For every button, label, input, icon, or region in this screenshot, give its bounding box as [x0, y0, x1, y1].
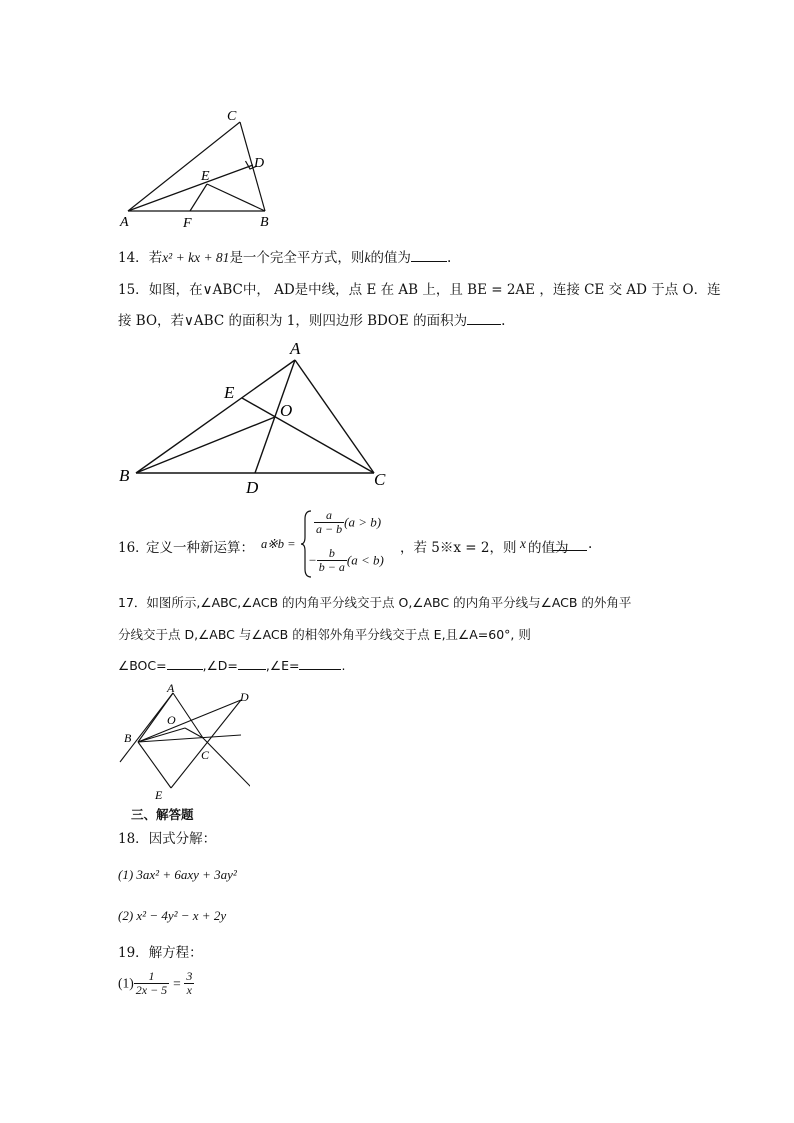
question-18	[118, 829, 216, 849]
q17-period: .	[341, 658, 346, 673]
q18-number: 18．	[118, 831, 149, 847]
q17-number: 17．	[118, 595, 147, 610]
q17-d-blank[interactable]	[238, 657, 266, 670]
question-14	[118, 248, 451, 268]
q17-angle-boc-label: ∠BOC=	[118, 658, 167, 673]
q16-case1-condition: (a > b)	[344, 514, 382, 530]
figure-angle-bisectors	[115, 680, 250, 802]
q15-line1: 如图，在∨ABC中， AD是中线，点 E 在 AB 上，且 BE = 2AE ，连接 CE 交 AD 于点 O．连	[148, 282, 721, 298]
q17-line2: 分线交于点 D,∠ABC 与∠ACB 的相邻外角平分线交于点 E,且∠A=60°, 则	[118, 627, 531, 642]
q16-case1	[314, 509, 381, 536]
figure-triangle-abc-2	[112, 335, 402, 500]
question-15-line2	[118, 311, 505, 331]
q16-case2-denominator: b − a	[318, 560, 345, 574]
q16-case2-numerator: b	[317, 547, 347, 561]
q19-equals: =	[172, 975, 182, 991]
label-B: B	[260, 215, 269, 230]
q18-part1: (1) 3ax² + 6axy + 3ay²	[118, 867, 237, 882]
q19-left-denominator: 2x − 5	[135, 983, 168, 997]
q14-variable: k	[364, 250, 371, 265]
q18-part2: (2) x² − 4y² − x + 2y	[118, 908, 227, 923]
q17-angle-d-label: ,∠D=	[202, 658, 238, 673]
label-E: E	[224, 383, 235, 402]
q19-part1-label: (1)	[118, 975, 134, 991]
question-19	[118, 943, 203, 963]
label-A: A	[167, 681, 175, 695]
label-E: E	[201, 169, 210, 184]
q18-title: 因式分解：	[148, 831, 217, 847]
q15-number: 15．	[118, 282, 149, 298]
q15-period: .	[501, 313, 506, 329]
label-B: B	[124, 731, 132, 745]
figure-triangle-abc-1	[110, 100, 290, 235]
q16-number: 16．	[118, 540, 149, 556]
q14-period: .	[446, 250, 452, 266]
q15-answer-blank[interactable]	[467, 312, 501, 325]
q16-text2: ，若 5※x = 2，则	[400, 540, 517, 556]
q19-number: 19．	[118, 945, 149, 961]
label-A: A	[290, 339, 301, 358]
label-E: E	[155, 788, 163, 802]
q16-case1-numerator: a	[314, 509, 344, 523]
question-17-line1	[118, 593, 631, 613]
label-O: O	[280, 401, 293, 420]
q14-answer-blank[interactable]	[411, 249, 447, 262]
label-D: D	[254, 156, 265, 171]
q19-title: 解方程：	[148, 945, 203, 961]
q19-right-numerator: 3	[186, 969, 193, 983]
q17-angle-e-label: ,∠E=	[265, 658, 300, 673]
q14-number: 14．	[118, 250, 149, 266]
question-15-line1	[118, 280, 721, 300]
q16-case1-denominator: a − b	[316, 522, 343, 536]
q19-right-denominator: x	[186, 983, 192, 997]
question-17-line2	[118, 625, 531, 645]
q15-line2: 接 BO，若∨ABC 的面积为 1，则四边形 BDOE 的面积为	[118, 313, 468, 329]
label-F: F	[183, 216, 192, 231]
q19-left-numerator: 1	[134, 970, 169, 984]
q16-period: .	[588, 536, 593, 552]
label-D: D	[240, 690, 249, 704]
q16-case2-sign: −	[308, 552, 317, 568]
q16-answer-blank[interactable]	[553, 538, 587, 551]
q16-case2-condition: (a < b)	[346, 552, 384, 568]
q17-line1: 如图所示,∠ABC,∠ACB 的内角平分线交于点 O,∠ABC 的内角平分线与∠ACB 的外角平	[146, 595, 632, 610]
label-O: O	[167, 713, 176, 727]
q14-text2: 是一个完全平方式，则	[229, 250, 365, 266]
question-17-line3	[118, 656, 345, 676]
label-A: A	[120, 215, 129, 230]
label-B: B	[119, 466, 130, 485]
q14-text3: 的值为	[370, 250, 411, 266]
label-C: C	[374, 470, 386, 489]
q16-variable: x	[520, 536, 526, 551]
q16-operator: a※b =	[261, 537, 296, 551]
q17-boc-blank[interactable]	[167, 657, 203, 670]
q14-text1: 若	[148, 250, 163, 266]
q19-part1	[118, 970, 194, 997]
q14-expression: x² + kx + 81	[162, 250, 230, 265]
q16-case2	[308, 547, 384, 574]
q16-text1: 定义一种新运算：	[146, 540, 254, 556]
section-heading: 三、解答题	[131, 807, 194, 822]
q16-text3: 的值为	[528, 540, 569, 556]
label-C: C	[227, 109, 237, 124]
label-C: C	[201, 748, 210, 762]
q17-e-blank[interactable]	[299, 657, 341, 670]
label-D: D	[246, 478, 259, 497]
